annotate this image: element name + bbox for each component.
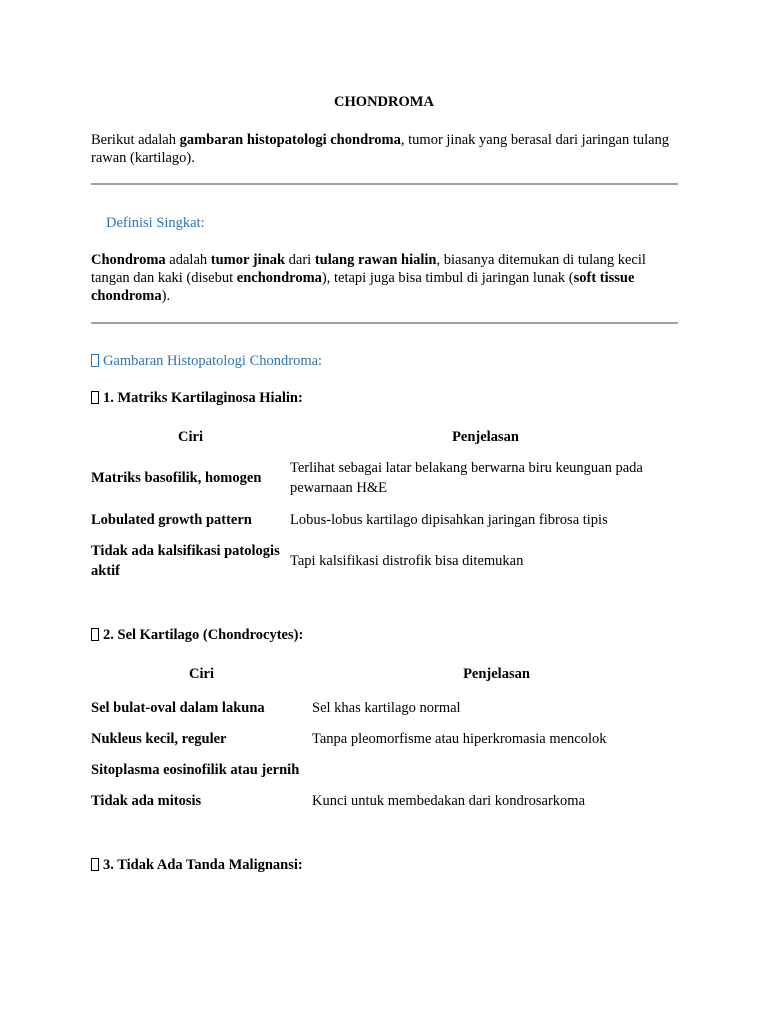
table-header-row: [91, 662, 681, 686]
table-row: [91, 723, 681, 754]
cell-penjelasan: Tanpa pleomorfisme atau hiperkromasia mencolok: [312, 730, 607, 747]
table-sel-kartilago: [91, 662, 681, 816]
cell-ciri: Lobulated growth pattern: [91, 511, 252, 528]
histo-heading: [91, 352, 681, 370]
cell-penjelasan: [312, 754, 681, 785]
def-bold-enchondroma: enchondroma: [236, 270, 322, 286]
missing-glyph-icon: [91, 858, 99, 871]
def-text-4: ), tetapi juga bisa timbul di jaringan lunak (: [321, 270, 574, 286]
intro-bold-1: gambaran histopatologi chondroma: [179, 132, 401, 148]
cell-penjelasan: Tapi kalsifikasi distrofik bisa ditemukan: [290, 553, 524, 569]
cell-penjelasan: Kunci untuk membedakan dari kondrosarkoma: [312, 792, 586, 809]
cell-penjelasan: Terlihat sebagai latar belakang berwarna biru keunguan pada pewarnaan H&E: [290, 460, 643, 496]
cell-ciri: Tidak ada mitosis: [91, 792, 202, 809]
table-row: [91, 499, 681, 540]
table-header-row: [91, 425, 681, 449]
missing-glyph-icon: [91, 354, 99, 367]
intro-text-1: Berikut adalah: [91, 132, 180, 148]
horizontal-rule-2: [91, 322, 678, 324]
histo-heading-text: Gambaran Histopatologi Chondroma:: [103, 353, 323, 369]
cell-ciri: Sel bulat-oval dalam lakuna: [91, 699, 265, 716]
section-1-heading-text: 1. Matriks Kartilaginosa Hialin:: [103, 390, 303, 406]
def-text-5: ).: [161, 288, 171, 304]
section-3-heading-text: 3. Tidak Ada Tanda Malignansi:: [103, 857, 303, 873]
section-2-heading: [91, 627, 303, 644]
cell-ciri: Nukleus kecil, reguler: [91, 730, 227, 747]
table-row: [91, 457, 681, 499]
table-row: [91, 785, 681, 816]
cell-penjelasan: Lobus-lobus kartilago dipisahkan jaringan fibrosa tipis: [290, 511, 608, 528]
column-header-ciri: Ciri: [178, 429, 203, 445]
section-1-heading: [91, 390, 303, 407]
page-title: CHONDROMA: [334, 94, 434, 110]
column-header-penjelasan: Penjelasan: [452, 429, 519, 445]
cell-penjelasan: Sel khas kartilago normal: [312, 699, 461, 716]
def-bold-tumor: tumor jinak: [210, 252, 286, 268]
table-row: [91, 692, 681, 723]
def-bold-soft-tissue: soft tissue chondroma: [91, 270, 635, 304]
table-matriks: [91, 425, 681, 582]
def-bold-hialin: tulang rawan hialin: [314, 252, 437, 268]
intro-paragraph: [91, 131, 681, 167]
section-2-heading-text: 2. Sel Kartilago (Chondrocytes):: [103, 627, 304, 643]
definition-heading: Definisi Singkat:: [106, 215, 205, 231]
horizontal-rule-1: [91, 183, 678, 185]
section-3-heading: [91, 857, 303, 874]
def-text-1: adalah: [165, 252, 211, 268]
intro-text-2: , tumor jinak yang berasal dari jaringan tulang rawan (kartilago).: [91, 132, 670, 166]
cell-ciri: Sitoplasma eosinofilik atau jernih: [91, 761, 300, 778]
missing-glyph-icon: [91, 628, 99, 641]
def-text-2: dari: [285, 252, 315, 268]
column-header-penjelasan: Penjelasan: [463, 666, 530, 682]
missing-glyph-icon: [91, 391, 99, 404]
column-header-ciri: Ciri: [189, 666, 214, 682]
def-text-3: , biasanya ditemukan di tulang kecil tangan dan kaki (disebut: [91, 252, 646, 286]
table-row: [91, 754, 681, 785]
table-row: [91, 540, 681, 582]
cell-ciri: Matriks basofilik, homogen: [91, 470, 262, 486]
cell-ciri: Tidak ada kalsifikasi patologis aktif: [91, 543, 280, 579]
definition-paragraph: [91, 251, 681, 305]
def-bold-chondroma: Chondroma: [91, 252, 166, 268]
